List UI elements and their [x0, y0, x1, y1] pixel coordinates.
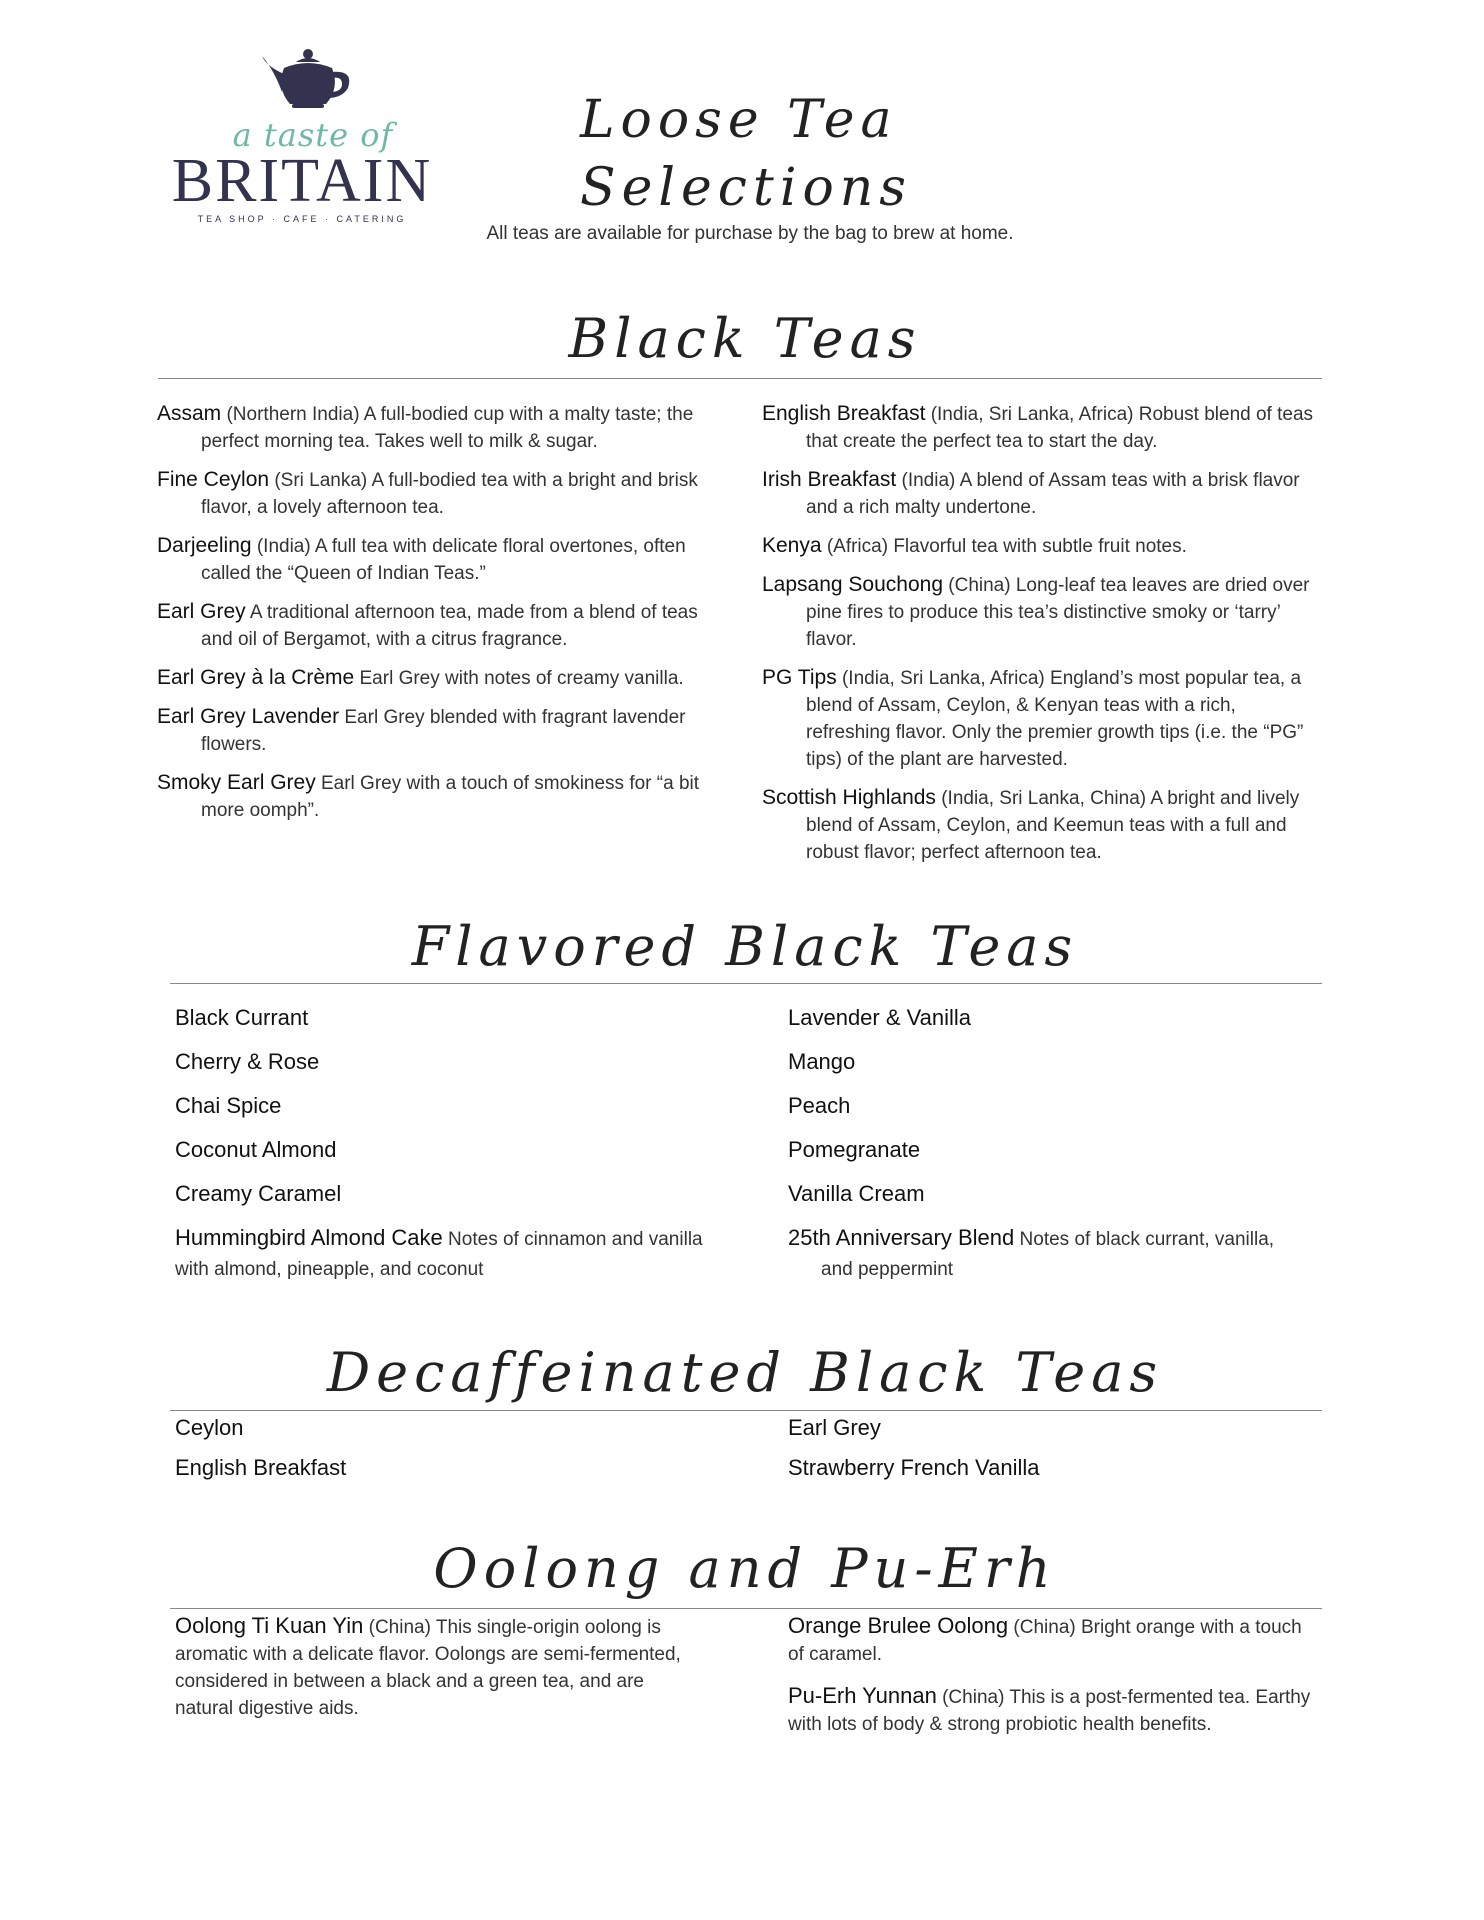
- page-title-line-1: Loose Tea: [580, 90, 898, 150]
- tea-description: (China) Bright orange with a touch of caramel.: [788, 1617, 1302, 1665]
- tea-description: (Sri Lanka) A full-bodied tea with a bright and brisk flavor, a lovely afternoon tea.: [201, 470, 698, 518]
- tea-description: (China) Long-leaf tea leaves are dried over pine fires to produce this tea’s distinctive smoky or ‘tarry’ flavor.: [806, 575, 1310, 650]
- tea-name: Irish Breakfast: [762, 468, 897, 491]
- section-title-flavored-black-teas: Flavored Black Teas: [411, 915, 1079, 978]
- tea-item: [175, 1180, 715, 1208]
- tea-entry: [762, 571, 1322, 653]
- flavored-left-column: [175, 1004, 715, 1300]
- tea-item: [788, 1004, 1288, 1032]
- tea-entry: [175, 1612, 695, 1722]
- tea-name: Assam: [157, 402, 222, 425]
- page-title: [540, 86, 1000, 222]
- tea-entry: [157, 598, 717, 653]
- section-divider: [170, 1410, 1322, 1411]
- tea-name: Darjeeling: [157, 534, 252, 557]
- intro-text: All teas are available for purchase by the bag to brew at home.: [486, 223, 1014, 244]
- tea-name: Coconut Almond: [175, 1137, 337, 1162]
- tea-entry: [762, 466, 1322, 521]
- tea-item: Ceylon: [175, 1415, 244, 1440]
- oolong-left-column: [175, 1612, 695, 1736]
- tea-name: Mango: [788, 1049, 856, 1074]
- tea-item: [788, 1092, 1288, 1120]
- tea-name: Orange Brulee Oolong: [788, 1613, 1009, 1638]
- tea-name: Pu-Erh Yunnan: [788, 1683, 937, 1708]
- tea-description: (Africa) Flavorful tea with subtle fruit notes.: [821, 536, 1187, 557]
- logo-brand-name: BRITAIN: [171, 147, 433, 215]
- black-teas-left-column: [157, 400, 717, 835]
- tea-name: Oolong Ti Kuan Yin: [175, 1613, 364, 1638]
- section-title-black-teas: Black Teas: [568, 307, 922, 370]
- tea-entry: [762, 784, 1322, 866]
- decaf-left-column: [175, 1414, 715, 1494]
- tea-name: Earl Grey à la Crème: [157, 666, 355, 689]
- tea-description: (China) This is a post-fermented tea. Earthy with lots of body & strong probiotic health benefits.: [788, 1687, 1311, 1735]
- tea-description: Earl Grey blended with fragrant lavender flowers.: [201, 707, 686, 755]
- tea-name: Hummingbird Almond Cake: [175, 1225, 443, 1250]
- teapot-icon: [256, 48, 360, 112]
- flavored-right-column: [788, 1004, 1288, 1300]
- tea-entry: [157, 703, 717, 758]
- tea-item: [788, 1224, 1288, 1284]
- tea-entry: [157, 769, 717, 824]
- tea-item: Strawberry French Vanilla: [788, 1455, 1040, 1480]
- section-divider: [170, 983, 1322, 984]
- tea-name: Creamy Caramel: [175, 1181, 342, 1206]
- tea-description: Notes of cinnamon and vanilla with almond, pineapple, and coconut: [175, 1229, 703, 1280]
- tea-name: Pomegranate: [788, 1137, 921, 1162]
- tea-name: PG Tips: [762, 666, 837, 689]
- tea-item: [175, 1136, 715, 1164]
- tea-entry: [762, 532, 1322, 560]
- brand-logo: [168, 48, 436, 228]
- section-divider: [158, 378, 1322, 379]
- tea-name: Lapsang Souchong: [762, 573, 943, 596]
- tea-description: (India) A blend of Assam teas with a brisk flavor and a rich malty undertone.: [806, 470, 1300, 518]
- tea-description: A traditional afternoon tea, made from a blend of teas and oil of Bergamot, with a citrus fragrance.: [201, 602, 698, 650]
- oolong-right-column: [788, 1612, 1318, 1752]
- tea-name: Vanilla Cream: [788, 1181, 925, 1206]
- tea-item: [175, 1092, 715, 1120]
- page-title-line-2: Selections: [580, 158, 912, 218]
- tea-name: Smoky Earl Grey: [157, 771, 316, 794]
- tea-description: (China) This single-origin oolong is aromatic with a delicate flavor. Oolongs are semi-fermented, considered in between a black and a green tea, and are natural digestive aids.: [175, 1617, 681, 1719]
- tea-description: (India, Sri Lanka, Africa) England’s most popular tea, a blend of Assam, Ceylon, & Kenyan teas with a rich, refreshing flavor. Only the premier growth tips (i.e. the “PG” tips) of the plant are harvested.: [806, 668, 1304, 770]
- tea-description: Notes of black currant, vanilla, and peppermint: [821, 1229, 1275, 1280]
- tea-entry: [788, 1682, 1318, 1738]
- tea-name: Earl Grey Lavender: [157, 705, 340, 728]
- section-divider: [170, 1608, 1322, 1609]
- tea-name: Kenya: [762, 534, 822, 557]
- tea-description: (India) A full tea with delicate floral overtones, often called the “Queen of Indian Teas.”: [201, 536, 686, 584]
- tea-name: Cherry & Rose: [175, 1049, 320, 1074]
- tea-entry: [788, 1612, 1318, 1668]
- tea-entry: [157, 466, 717, 521]
- tea-name: Scottish Highlands: [762, 786, 936, 809]
- tea-name: Black Currant: [175, 1005, 309, 1030]
- logo-script-text: a taste of: [232, 116, 394, 154]
- tea-name: Earl Grey: [157, 600, 246, 623]
- tea-description: Earl Grey with notes of creamy vanilla.: [354, 668, 684, 689]
- tea-name: Lavender & Vanilla: [788, 1005, 972, 1030]
- tea-item: [175, 1004, 715, 1032]
- tea-item: [175, 1048, 715, 1076]
- tea-entry: [157, 532, 717, 587]
- tea-description: (Northern India) A full-bodied cup with a malty taste; the perfect morning tea. Takes well to milk & sugar.: [201, 404, 694, 452]
- tea-item: [788, 1180, 1288, 1208]
- tea-entry: [157, 664, 717, 692]
- tea-item: English Breakfast: [175, 1455, 347, 1480]
- tea-name: Fine Ceylon: [157, 468, 270, 491]
- tea-item: Earl Grey: [788, 1415, 881, 1440]
- section-title-oolong-pu-erh: Oolong and Pu-Erh: [433, 1537, 1057, 1600]
- tea-entry: [762, 400, 1322, 455]
- tea-description: (India, Sri Lanka, China) A bright and lively blend of Assam, Ceylon, and Keemun teas with a full and robust flavor; perfect afternoon tea.: [806, 788, 1300, 863]
- tea-name: Peach: [788, 1093, 851, 1118]
- tea-entry: [157, 400, 717, 455]
- black-teas-right-column: [762, 400, 1322, 877]
- section-title-decaffeinated: Decaffeinated Black Teas: [326, 1341, 1164, 1404]
- tea-name: 25th Anniversary Blend: [788, 1225, 1015, 1250]
- tea-item: [788, 1136, 1288, 1164]
- tea-item: [788, 1048, 1288, 1076]
- tea-name: English Breakfast: [762, 402, 926, 425]
- tea-description: (India, Sri Lanka, Africa) Robust blend of teas that create the perfect tea to start the day.: [806, 404, 1314, 452]
- tea-entry: [762, 664, 1322, 773]
- logo-subtitle: TEA SHOP · CAFE · CATERING: [197, 214, 407, 224]
- tea-item: [175, 1224, 715, 1284]
- tea-name: Chai Spice: [175, 1093, 282, 1118]
- tea-description: Earl Grey with a touch of smokiness for “a bit more oomph”.: [201, 773, 700, 821]
- decaf-right-column: [788, 1414, 1288, 1494]
